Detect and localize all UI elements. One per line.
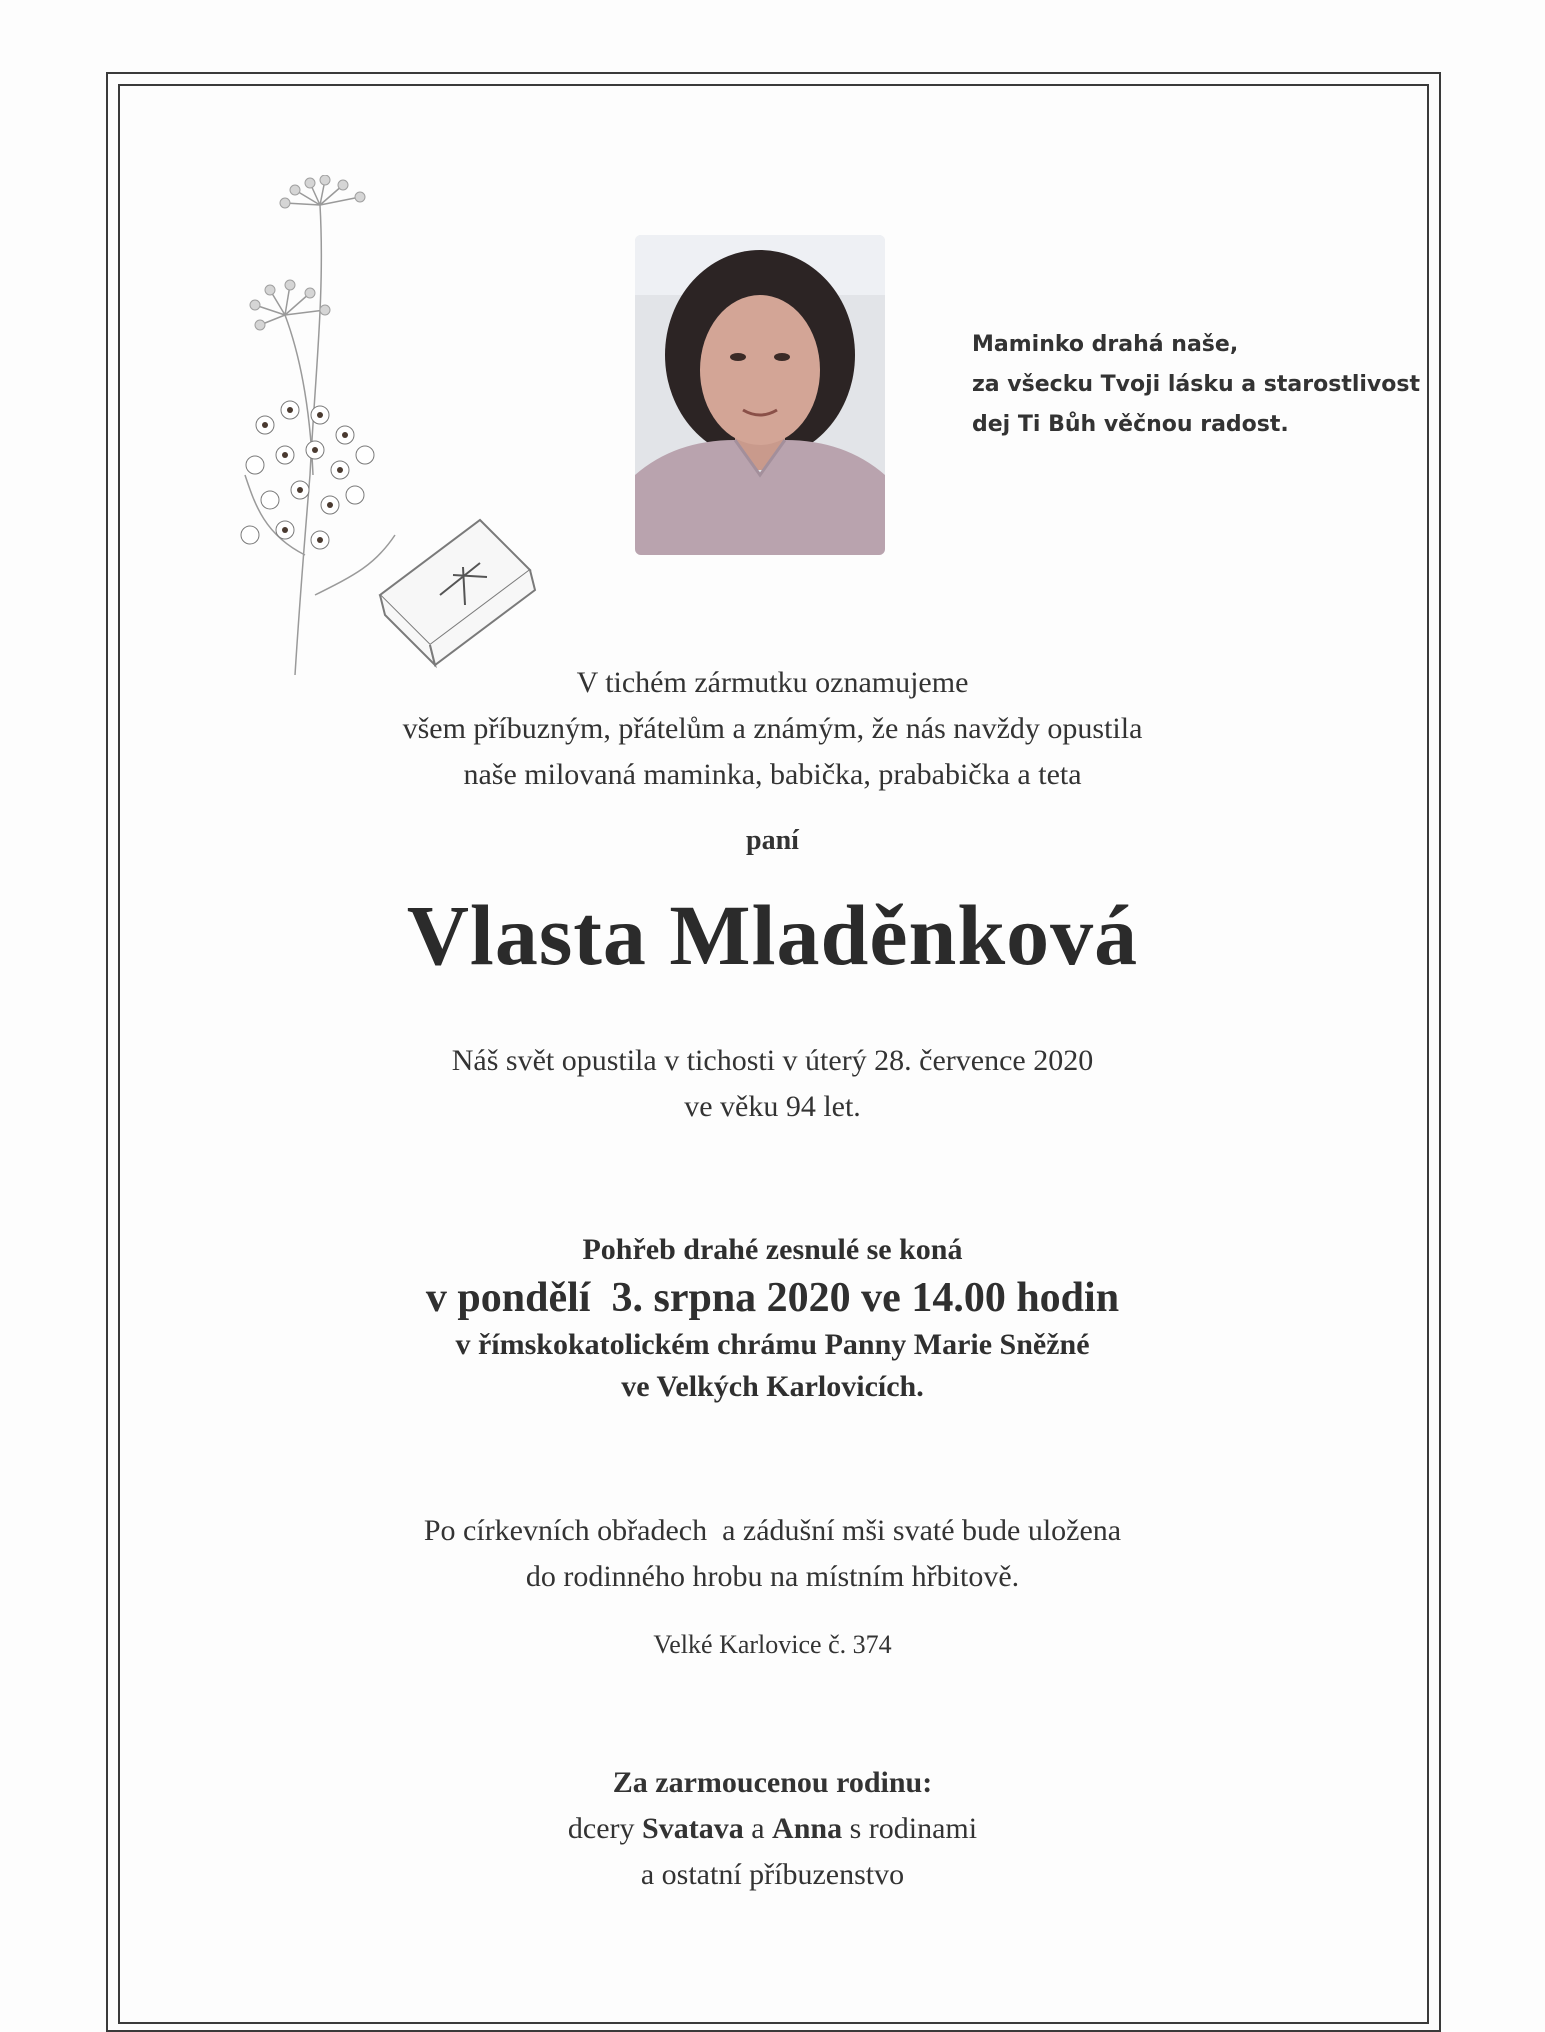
honorific: paní	[746, 825, 799, 856]
funeral-info	[0, 1228, 1545, 1408]
announcement-line: V tichém zármutku oznamujeme	[576, 666, 969, 699]
daughter-name: Svatava	[642, 1812, 744, 1845]
family-prefix: dcery	[567, 1812, 635, 1845]
address: Velké Karlovice č. 374	[653, 1630, 892, 1659]
deceased-name: Vlasta Mladěnková	[406, 887, 1139, 983]
funeral-place: ve Velkých Karlovicích.	[621, 1370, 924, 1403]
funeral-datetime: v pondělí 3. srpna 2020 ve 14.00 hodin	[425, 1275, 1120, 1321]
motto-line: Maminko drahá naše,	[972, 332, 1239, 357]
motto-line: dej Ti Bůh věčnou radost.	[972, 412, 1289, 437]
death-line: ve věku 94 let.	[684, 1090, 861, 1123]
burial-info	[0, 1508, 1545, 1600]
announcement-line: naše milovaná maminka, babička, prababička a teta	[463, 758, 1082, 791]
motto-line: za všecku Tvoji lásku a starostlivost	[972, 372, 1420, 397]
death-notice	[0, 1038, 1545, 1130]
motto-verse	[972, 325, 1420, 445]
death-line: Náš svět opustila v tichosti v úterý 28. července 2020	[451, 1044, 1094, 1077]
burial-line: Po církevních obřadech a zádušní mši svaté bude uložena	[423, 1514, 1122, 1547]
family-signature	[0, 1760, 1545, 1898]
family-heading: Za zarmoucenou rodinu:	[612, 1766, 933, 1799]
family-line: a ostatní příbuzenstvo	[640, 1858, 905, 1891]
funeral-intro: Pohřeb drahé zesnulé se koná	[582, 1233, 963, 1266]
announcement	[0, 660, 1545, 798]
family-conj: a	[751, 1812, 765, 1845]
announcement-line: všem příbuzným, přátelům a známým, že nás navždy opustila	[402, 712, 1143, 745]
burial-line: do rodinného hrobu na místním hřbitově.	[525, 1560, 1020, 1593]
family-line	[0, 1806, 1545, 1852]
family-suffix: s rodinami	[849, 1812, 978, 1845]
flowers-bible-decoration	[225, 175, 555, 695]
portrait-photo	[635, 235, 885, 555]
funeral-place: v římskokatolickém chrámu Panny Marie Sněžné	[455, 1328, 1090, 1361]
daughter-name: Anna	[772, 1812, 843, 1845]
